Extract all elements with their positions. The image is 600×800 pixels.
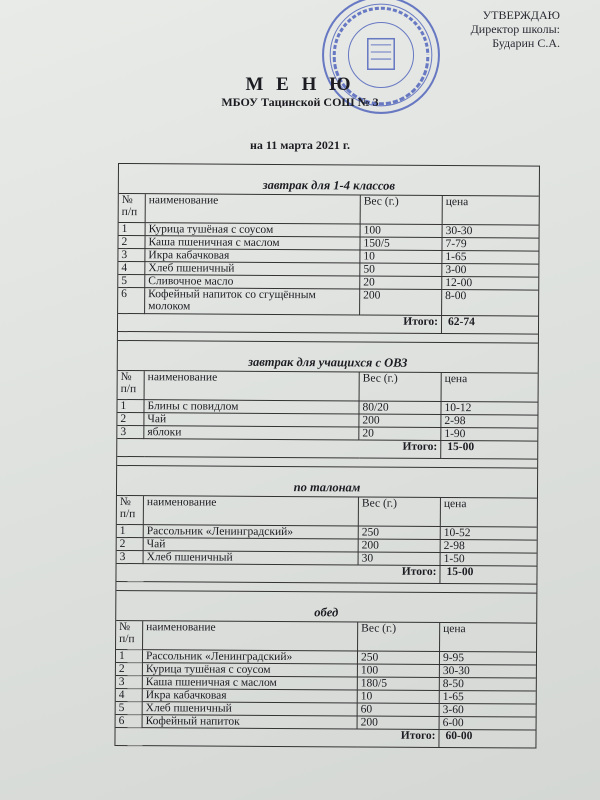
item-price: 10-52 <box>440 526 537 540</box>
total-row <box>117 439 537 460</box>
item-weight: 20 <box>359 427 441 441</box>
item-weight: 60 <box>357 703 439 717</box>
header-num: № п/п <box>119 194 146 223</box>
item-weight: 30 <box>358 552 440 566</box>
header-weight: Вес (г.) <box>359 372 441 401</box>
item-name: Рассольник «Ленинградский» <box>143 525 358 539</box>
item-weight: 250 <box>357 651 439 665</box>
item-weight: 20 <box>360 276 442 290</box>
menu-section <box>118 164 539 335</box>
item-name: Икра кабачковая <box>145 249 360 263</box>
header-num: № п/п <box>116 621 143 650</box>
item-name: Курица тушёная с соусом <box>145 223 360 237</box>
item-price: 9-95 <box>439 651 536 665</box>
menu-table <box>118 194 539 335</box>
table-header-row <box>117 496 537 527</box>
item-name: Курица тушёная с соусом <box>142 663 357 677</box>
item-name: Каша пшеничная с маслом <box>145 236 360 250</box>
table-header-row <box>119 194 539 225</box>
item-price: 12-00 <box>442 276 539 290</box>
item-price: 3-60 <box>439 703 536 717</box>
item-price: 30-30 <box>442 224 539 238</box>
item-num: 2 <box>117 537 144 550</box>
item-price: 10-12 <box>441 401 538 415</box>
item-name: Чай <box>143 538 358 552</box>
section-title: обед <box>116 591 536 624</box>
approval-signatory: Бударин С.А. <box>492 36 560 50</box>
header-name: наименование <box>143 621 358 651</box>
item-weight: 50 <box>360 263 442 277</box>
item-num: 4 <box>118 262 145 275</box>
item-price: 3-00 <box>442 263 539 277</box>
item-num: 6 <box>118 288 145 314</box>
item-num: 1 <box>117 524 144 537</box>
item-name: Икра кабачковая <box>142 689 357 703</box>
menu-section <box>116 457 537 585</box>
table-header-row <box>118 371 538 402</box>
item-weight: 10 <box>360 250 442 264</box>
item-num: 2 <box>117 413 144 426</box>
total-row <box>118 314 538 335</box>
item-weight: 200 <box>357 716 439 730</box>
item-price: 8-00 <box>442 289 539 316</box>
item-name: Кофейный напиток <box>142 715 357 729</box>
item-price: 1-65 <box>439 690 536 704</box>
item-num: 3 <box>118 249 145 262</box>
item-weight: 100 <box>360 224 442 238</box>
approval-block <box>471 8 560 50</box>
item-num: 1 <box>116 649 143 662</box>
table-row <box>118 288 538 317</box>
total-value: 62-74 <box>441 315 538 334</box>
item-name: Рассольник «Ленинградский» <box>142 650 357 664</box>
item-num: 3 <box>117 426 144 439</box>
item-name: Хлеб пшеничный <box>143 551 358 565</box>
item-price: 8-50 <box>439 677 536 691</box>
header-name: наименование <box>144 371 359 401</box>
item-num: 2 <box>118 236 145 249</box>
page-title: М Е Н Ю <box>245 74 355 95</box>
table-header-row <box>116 621 536 652</box>
header-price: цена <box>442 196 539 225</box>
header-price: цена <box>440 498 537 527</box>
total-value: 15-00 <box>440 565 537 584</box>
item-weight: 10 <box>357 690 439 704</box>
item-name: Блины с повидлом <box>144 400 359 414</box>
total-label: Итого: <box>117 439 441 459</box>
school-name: МБОУ Тацинской СОШ № 3 <box>221 95 379 109</box>
item-weight: 200 <box>360 289 442 316</box>
item-num: 1 <box>117 400 144 413</box>
header-price: цена <box>440 623 537 652</box>
item-weight: 180/5 <box>357 677 439 691</box>
header-name: наименование <box>143 496 358 526</box>
item-weight: 250 <box>358 526 440 540</box>
item-weight: 200 <box>358 539 440 553</box>
menu-table <box>116 496 537 585</box>
item-num: 5 <box>116 701 143 714</box>
item-num: 4 <box>116 688 143 701</box>
header-num: № п/п <box>118 371 145 400</box>
total-label: Итого: <box>118 314 442 334</box>
header-name: наименование <box>145 194 360 224</box>
menu-table <box>117 371 538 460</box>
header-weight: Вес (г.) <box>360 195 442 224</box>
item-num: 5 <box>118 275 145 288</box>
total-value: 60-00 <box>439 729 536 748</box>
header-weight: Вес (г.) <box>358 622 440 651</box>
menu-table <box>115 621 536 749</box>
item-weight: 200 <box>359 414 441 428</box>
section-title: завтрак для 1-4 классов <box>119 164 539 197</box>
item-num: 3 <box>117 550 144 563</box>
header-num: № п/п <box>117 496 144 525</box>
item-price: 1-50 <box>440 552 537 566</box>
section-title: по талонам <box>117 466 537 499</box>
menu-section <box>115 582 536 749</box>
item-name: яблоки <box>144 426 359 440</box>
menu-date: на 11 марта 2021 г. <box>250 138 350 152</box>
item-price: 30-30 <box>439 664 536 678</box>
header-weight: Вес (г.) <box>358 497 440 526</box>
item-price: 7-79 <box>442 237 539 251</box>
item-num: 2 <box>116 662 143 675</box>
menu-section <box>117 332 538 460</box>
item-name: Каша пшеничная с маслом <box>142 676 357 690</box>
item-weight: 80/20 <box>359 401 441 415</box>
item-price: 6-00 <box>439 716 536 730</box>
item-price: 1-90 <box>441 427 538 441</box>
total-value: 15-00 <box>441 440 538 459</box>
item-weight: 100 <box>357 664 439 678</box>
total-row <box>115 727 535 748</box>
total-row <box>116 563 536 584</box>
item-num: 6 <box>116 714 143 727</box>
menu-sheet <box>114 163 540 749</box>
item-price: 2-98 <box>441 414 538 428</box>
item-name: Кофейный напиток со сгущённым молоком <box>145 288 360 315</box>
item-price: 1-65 <box>442 250 539 264</box>
item-name: Чай <box>144 413 359 427</box>
item-num: 1 <box>119 223 146 236</box>
item-weight: 150/5 <box>360 237 442 251</box>
item-price: 2-98 <box>440 539 537 553</box>
total-label: Итого: <box>115 727 439 747</box>
approval-position: Директор школы: <box>470 22 560 36</box>
header-price: цена <box>441 373 538 402</box>
approval-title: УТВЕРЖДАЮ <box>482 8 560 22</box>
item-name: Сливочное масло <box>145 275 360 289</box>
item-num: 3 <box>116 675 143 688</box>
section-title: завтрак для учащихся с ОВЗ <box>118 341 538 374</box>
item-name: Хлеб пшеничный <box>145 262 360 276</box>
total-label: Итого: <box>116 563 440 583</box>
item-name: Хлеб пшеничный <box>142 702 357 716</box>
